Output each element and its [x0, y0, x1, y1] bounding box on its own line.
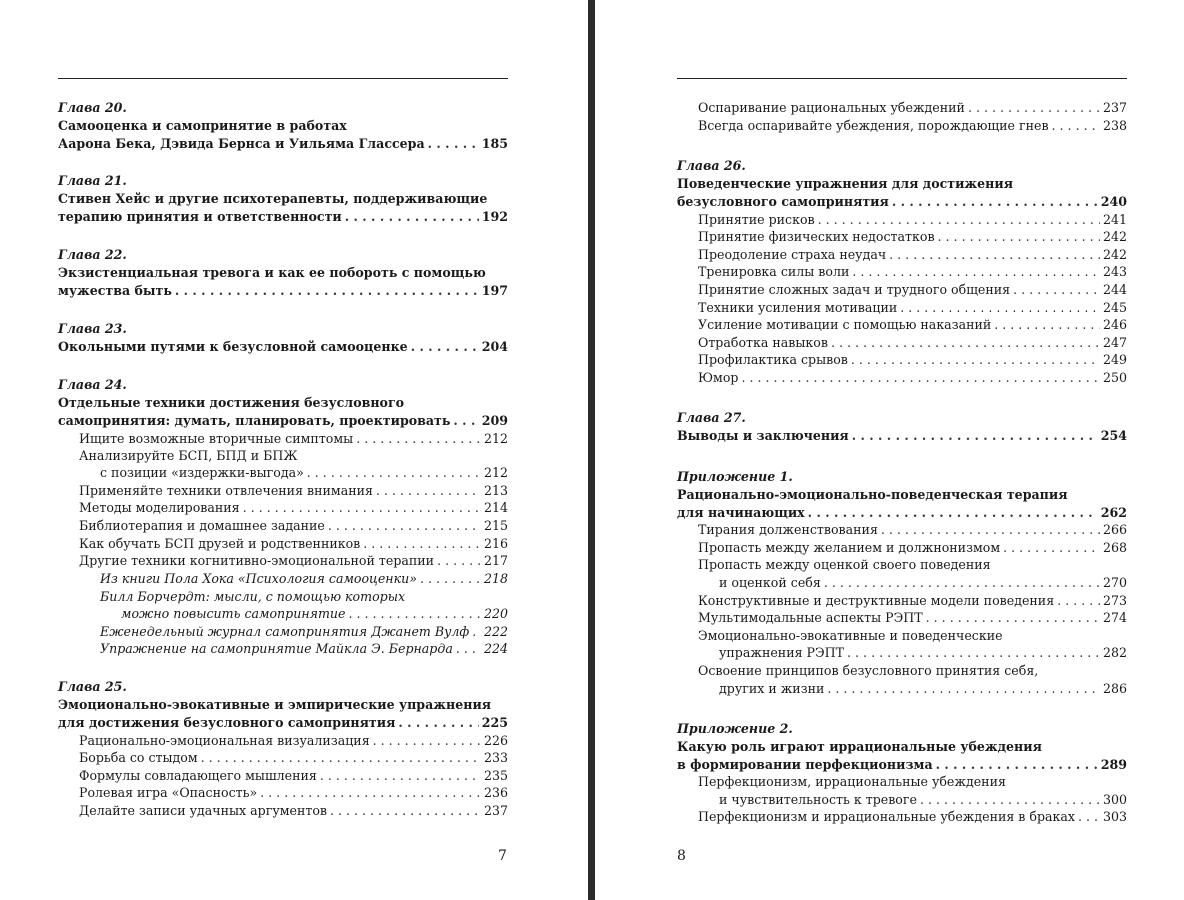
leader-dots: [892, 193, 1098, 211]
chapter-label: Глава 22.: [58, 247, 127, 262]
page-number: 254: [1100, 428, 1127, 443]
toc-subentry[interactable]: [698, 299, 1127, 317]
leader-dots: [920, 791, 1100, 809]
chapter-label: Глава 23.: [58, 321, 127, 336]
toc-subentry[interactable]: [79, 767, 508, 785]
toc-subsubentry[interactable]: [100, 623, 508, 641]
page-number: 243: [1102, 264, 1127, 279]
leader-dots: [938, 228, 1100, 246]
section-title: Методы моделирования: [79, 500, 240, 515]
chapter-title-line: Какую роль играют иррациональные убеждения: [677, 739, 1042, 754]
leader-dots: [398, 714, 478, 732]
toc-subentry[interactable]: [79, 430, 508, 448]
left-page: [58, 0, 508, 900]
chapter-title-line: Стивен Хейс и другие психотерапевты, поддерживающие: [58, 191, 488, 206]
leader-dots: [328, 517, 481, 535]
page-number: 247: [1102, 335, 1127, 350]
leader-dots: [472, 623, 481, 641]
leader-dots: [994, 316, 1100, 334]
section-title-line: Освоение принципов безусловного принятия себя,: [698, 663, 1039, 678]
toc-subentry[interactable]: [698, 246, 1127, 264]
section-title: Профилактика срывов: [698, 352, 848, 367]
section-title: Как обучать БСП друзей и родственников: [79, 536, 361, 551]
section-title: Мультимодальные аспекты РЭПТ: [698, 610, 923, 625]
toc-subentry[interactable]: [698, 609, 1127, 627]
leader-dots: [453, 412, 478, 430]
toc-subentry[interactable]: [698, 281, 1127, 299]
toc-entry[interactable]: [58, 208, 508, 226]
leader-dots: [175, 282, 479, 300]
toc-entry[interactable]: [58, 714, 508, 732]
page-number: 262: [1100, 505, 1127, 520]
leader-dots: [741, 369, 1099, 387]
page-number: 204: [481, 339, 508, 354]
page-number: 218: [483, 571, 508, 586]
section-title: Формулы совладающего мышления: [79, 768, 317, 783]
toc-subentry[interactable]: [698, 334, 1127, 352]
chapter-label: Глава 25.: [58, 679, 127, 694]
section-title: Другие техники когнитивно-эмоциональной терапии: [79, 553, 435, 568]
toc-subentry[interactable]: [719, 680, 1127, 698]
toc-subentry[interactable]: [698, 369, 1127, 387]
section-title-line: Анализируйте БСП, БПД и БПЖ: [79, 448, 298, 463]
section-title-line: Эмоционально-эвокативные и поведенческие: [698, 628, 1003, 643]
page-number: 242: [1102, 229, 1127, 244]
toc-subentry[interactable]: [698, 211, 1127, 229]
subsection-title-line: Билл Борчердт: мысли, с помощью которых: [100, 589, 406, 604]
page-number: 215: [483, 518, 508, 533]
toc-subentry[interactable]: [698, 592, 1127, 610]
page-number: 237: [1102, 100, 1127, 115]
section-title: Борьба со стыдом: [79, 750, 198, 765]
page-number: 270: [1102, 575, 1127, 590]
leader-dots: [1078, 808, 1100, 826]
header-rule: [58, 78, 508, 79]
chapter-title: Аарона Бека, Дэвида Бернса и Уильяма Глассера: [58, 136, 425, 151]
leader-dots: [827, 680, 1100, 698]
leader-dots: [320, 767, 481, 785]
toc-subsubentry[interactable]: [100, 640, 508, 658]
page-number: 303: [1102, 809, 1127, 824]
page-number: 286: [1102, 681, 1127, 696]
page-number: 220: [483, 606, 508, 621]
page-number: 266: [1102, 522, 1127, 537]
page-number: 238: [1102, 118, 1127, 133]
page-number: 226: [483, 733, 508, 748]
toc-subentry[interactable]: [698, 117, 1127, 135]
toc-entry[interactable]: [677, 504, 1127, 522]
page-number: 214: [483, 500, 508, 515]
page-number: 236: [483, 785, 508, 800]
section-title: Рационально-эмоциональная визуализация: [79, 733, 370, 748]
chapter-label: Глава 26.: [677, 158, 746, 173]
chapter-title-line: Поведенческие упражнения для достижения: [677, 176, 1014, 191]
chapter-title: безусловного самопринятия: [677, 194, 889, 209]
page-number-footer: 7: [498, 848, 507, 864]
chapter-title: в формировании перфекционизма: [677, 757, 933, 772]
leader-dots: [808, 504, 1098, 522]
section-title: Конструктивные и деструктивные модели поведения: [698, 593, 1055, 608]
section-title: Принятие рисков: [698, 212, 815, 227]
page-number: 233: [483, 750, 508, 765]
chapter-title: Окольными путями к безусловной самооценке: [58, 339, 408, 354]
page-number: 240: [1100, 194, 1127, 209]
chapter-label: Приложение 1.: [677, 469, 793, 484]
subsection-title: Упражнение на самопринятие Майкла Э. Бернарда: [100, 641, 453, 656]
toc-subentry[interactable]: [698, 351, 1127, 369]
toc-subsubentry[interactable]: [121, 605, 508, 623]
leader-dots: [437, 552, 481, 570]
leader-dots: [881, 521, 1100, 539]
page-number: 212: [483, 431, 508, 446]
chapter-label: Глава 24.: [58, 377, 127, 392]
page-number: 235: [483, 768, 508, 783]
header-rule: [677, 78, 1127, 79]
section-title: Библиотерапия и домашнее задание: [79, 518, 325, 533]
leader-dots: [1003, 539, 1100, 557]
toc-entry[interactable]: [677, 756, 1127, 774]
leader-dots: [831, 334, 1100, 352]
leader-dots: [824, 574, 1100, 592]
section-title-line: Перфекционизм, иррациональные убеждения: [698, 774, 1006, 789]
page-number: 209: [481, 413, 508, 428]
leader-dots: [851, 351, 1100, 369]
chapter-label: Глава 21.: [58, 173, 127, 188]
leader-dots: [889, 246, 1100, 264]
subsection-title: Еженедельный журнал самопринятия Джанет Вулф: [100, 624, 470, 639]
leader-dots: [307, 464, 481, 482]
leader-dots: [1013, 281, 1100, 299]
section-title: Ролевая игра «Опасность»: [79, 785, 258, 800]
right-page: [677, 0, 1127, 900]
section-title: Техники усиления мотивации: [698, 300, 898, 315]
toc-subentry[interactable]: [719, 791, 1127, 809]
section-title: других и жизни: [719, 681, 825, 696]
section-title: и оценкой себя: [719, 575, 821, 590]
chapter-title: мужества быть: [58, 283, 172, 298]
toc-entry[interactable]: [58, 282, 508, 300]
section-title: Ищите возможные вторичные симптомы: [79, 431, 354, 446]
leader-dots: [456, 640, 481, 658]
leader-dots: [348, 605, 480, 623]
toc-subentry[interactable]: [79, 784, 508, 802]
toc-subentry[interactable]: [79, 482, 508, 500]
toc-subsubentry[interactable]: [100, 570, 508, 588]
subsection-title: можно повысить самопринятие: [121, 606, 346, 621]
leader-dots: [926, 609, 1100, 627]
leader-dots: [852, 263, 1100, 281]
leader-dots: [420, 570, 481, 588]
chapter-title: для начинающих: [677, 505, 805, 520]
page-number: 268: [1102, 540, 1127, 555]
leader-dots: [411, 338, 479, 356]
toc-subentry[interactable]: [698, 316, 1127, 334]
toc-subentry[interactable]: [79, 552, 508, 570]
toc-subentry[interactable]: [79, 499, 508, 517]
leader-dots: [1057, 592, 1100, 610]
toc-subentry[interactable]: [719, 644, 1127, 662]
toc-subentry[interactable]: [79, 802, 508, 820]
leader-dots: [201, 749, 481, 767]
chapter-title-line: Отдельные техники достижения безусловного: [58, 395, 405, 410]
toc-entry[interactable]: [677, 427, 1127, 445]
section-title: с позиции «издержки-выгода»: [100, 465, 304, 480]
page-number: 273: [1102, 593, 1127, 608]
chapter-title: Выводы и заключения: [677, 428, 849, 443]
chapter-label: Глава 20.: [58, 100, 127, 115]
chapter-title-line: Экзистенциальная тревога и как ее побороть с помощью: [58, 265, 486, 280]
toc-subentry[interactable]: [698, 539, 1127, 557]
chapter-title-line: Рационально-эмоционально-поведенческая терапия: [677, 487, 1068, 502]
leader-dots: [1052, 117, 1100, 135]
page-number: 289: [1100, 757, 1127, 772]
leader-dots: [345, 208, 479, 226]
toc-subentry[interactable]: [698, 808, 1127, 826]
page-number: 245: [1102, 300, 1127, 315]
page-number: 216: [483, 536, 508, 551]
toc-subentry[interactable]: [79, 749, 508, 767]
chapter-title: терапию принятия и ответственности: [58, 209, 342, 224]
page-number: 192: [481, 209, 508, 224]
leader-dots: [428, 135, 479, 153]
page-number: 224: [483, 641, 508, 656]
page-number: 241: [1102, 212, 1127, 227]
chapter-label: Приложение 2.: [677, 721, 793, 736]
subsection-title: Из книги Пола Хока «Психология самооценки»: [100, 571, 417, 586]
section-title-line: Пропасть между оценкой своего поведения: [698, 557, 991, 572]
section-title: Пропасть между желанием и должнонизмом: [698, 540, 1001, 555]
leader-dots: [373, 732, 481, 750]
page-number: 222: [483, 624, 508, 639]
section-title: упражнения РЭПТ: [719, 645, 845, 660]
page-number: 244: [1102, 282, 1127, 297]
chapter-title: для достижения безусловного самопринятия: [58, 715, 396, 730]
leader-dots: [363, 535, 481, 553]
page-number: 197: [481, 283, 508, 298]
page-number: 185: [481, 136, 508, 151]
section-title: Оспаривание рациональных убеждений: [698, 100, 965, 115]
leader-dots: [900, 299, 1100, 317]
toc-subentry[interactable]: [698, 99, 1127, 117]
leader-dots: [330, 802, 481, 820]
section-title: Отработка навыков: [698, 335, 828, 350]
page-number: 217: [483, 553, 508, 568]
page-number-footer: 8: [677, 848, 686, 864]
section-title: Всегда оспаривайте убеждения, порождающие гнев: [698, 118, 1049, 133]
section-title: Принятие физических недостатков: [698, 229, 935, 244]
page-number: 242: [1102, 247, 1127, 262]
page-number: 213: [483, 483, 508, 498]
section-title: Усиление мотивации с помощью наказаний: [698, 317, 992, 332]
toc-subentry[interactable]: [79, 517, 508, 535]
book-spine-divider: [588, 0, 595, 900]
page-number: 237: [483, 803, 508, 818]
leader-dots: [260, 784, 481, 802]
leader-dots: [818, 211, 1100, 229]
toc-entry[interactable]: [58, 135, 508, 153]
section-title: Преодоление страха неудач: [698, 247, 887, 262]
section-title: и чувствительность к тревоге: [719, 792, 917, 807]
toc-entry[interactable]: [58, 338, 508, 356]
toc-subentry[interactable]: [698, 521, 1127, 539]
leader-dots: [356, 430, 481, 448]
page-number: 250: [1102, 370, 1127, 385]
toc-subentry[interactable]: [100, 464, 508, 482]
leader-dots: [376, 482, 481, 500]
chapter-title-line: Эмоционально-эвокативные и эмпирические упражнения: [58, 697, 492, 712]
toc-entry[interactable]: [677, 193, 1127, 211]
page-number: 212: [483, 465, 508, 480]
toc-subentry[interactable]: [698, 228, 1127, 246]
leader-dots: [936, 756, 1098, 774]
leader-dots: [852, 427, 1098, 445]
section-title: Перфекционизм и иррациональные убеждения в браках: [698, 809, 1076, 824]
page-number: 246: [1102, 317, 1127, 332]
toc-subentry[interactable]: [698, 263, 1127, 281]
chapter-label: Глава 27.: [677, 410, 746, 425]
page-number: 282: [1102, 645, 1127, 660]
chapter-title-line: Самооценка и самопринятие в работах: [58, 118, 347, 133]
leader-dots: [968, 99, 1100, 117]
toc-subentry[interactable]: [719, 574, 1127, 592]
toc-subentry[interactable]: [79, 732, 508, 750]
leader-dots: [243, 499, 481, 517]
page-number: 249: [1102, 352, 1127, 367]
section-title: Применяйте техники отвлечения внимания: [79, 483, 373, 498]
section-title: Тренировка силы воли: [698, 264, 850, 279]
chapter-title: самопринятия: думать, планировать, проектировать: [58, 413, 451, 428]
page-number: 225: [481, 715, 508, 730]
section-title: Юмор: [698, 370, 739, 385]
toc-subentry[interactable]: [79, 535, 508, 553]
section-title: Тирания долженствования: [698, 522, 878, 537]
page-number: 300: [1102, 792, 1127, 807]
section-title: Принятие сложных задач и трудного общения: [698, 282, 1011, 297]
leader-dots: [847, 644, 1100, 662]
page-number: 274: [1102, 610, 1127, 625]
section-title: Делайте записи удачных аргументов: [79, 803, 328, 818]
toc-entry[interactable]: [58, 412, 508, 430]
